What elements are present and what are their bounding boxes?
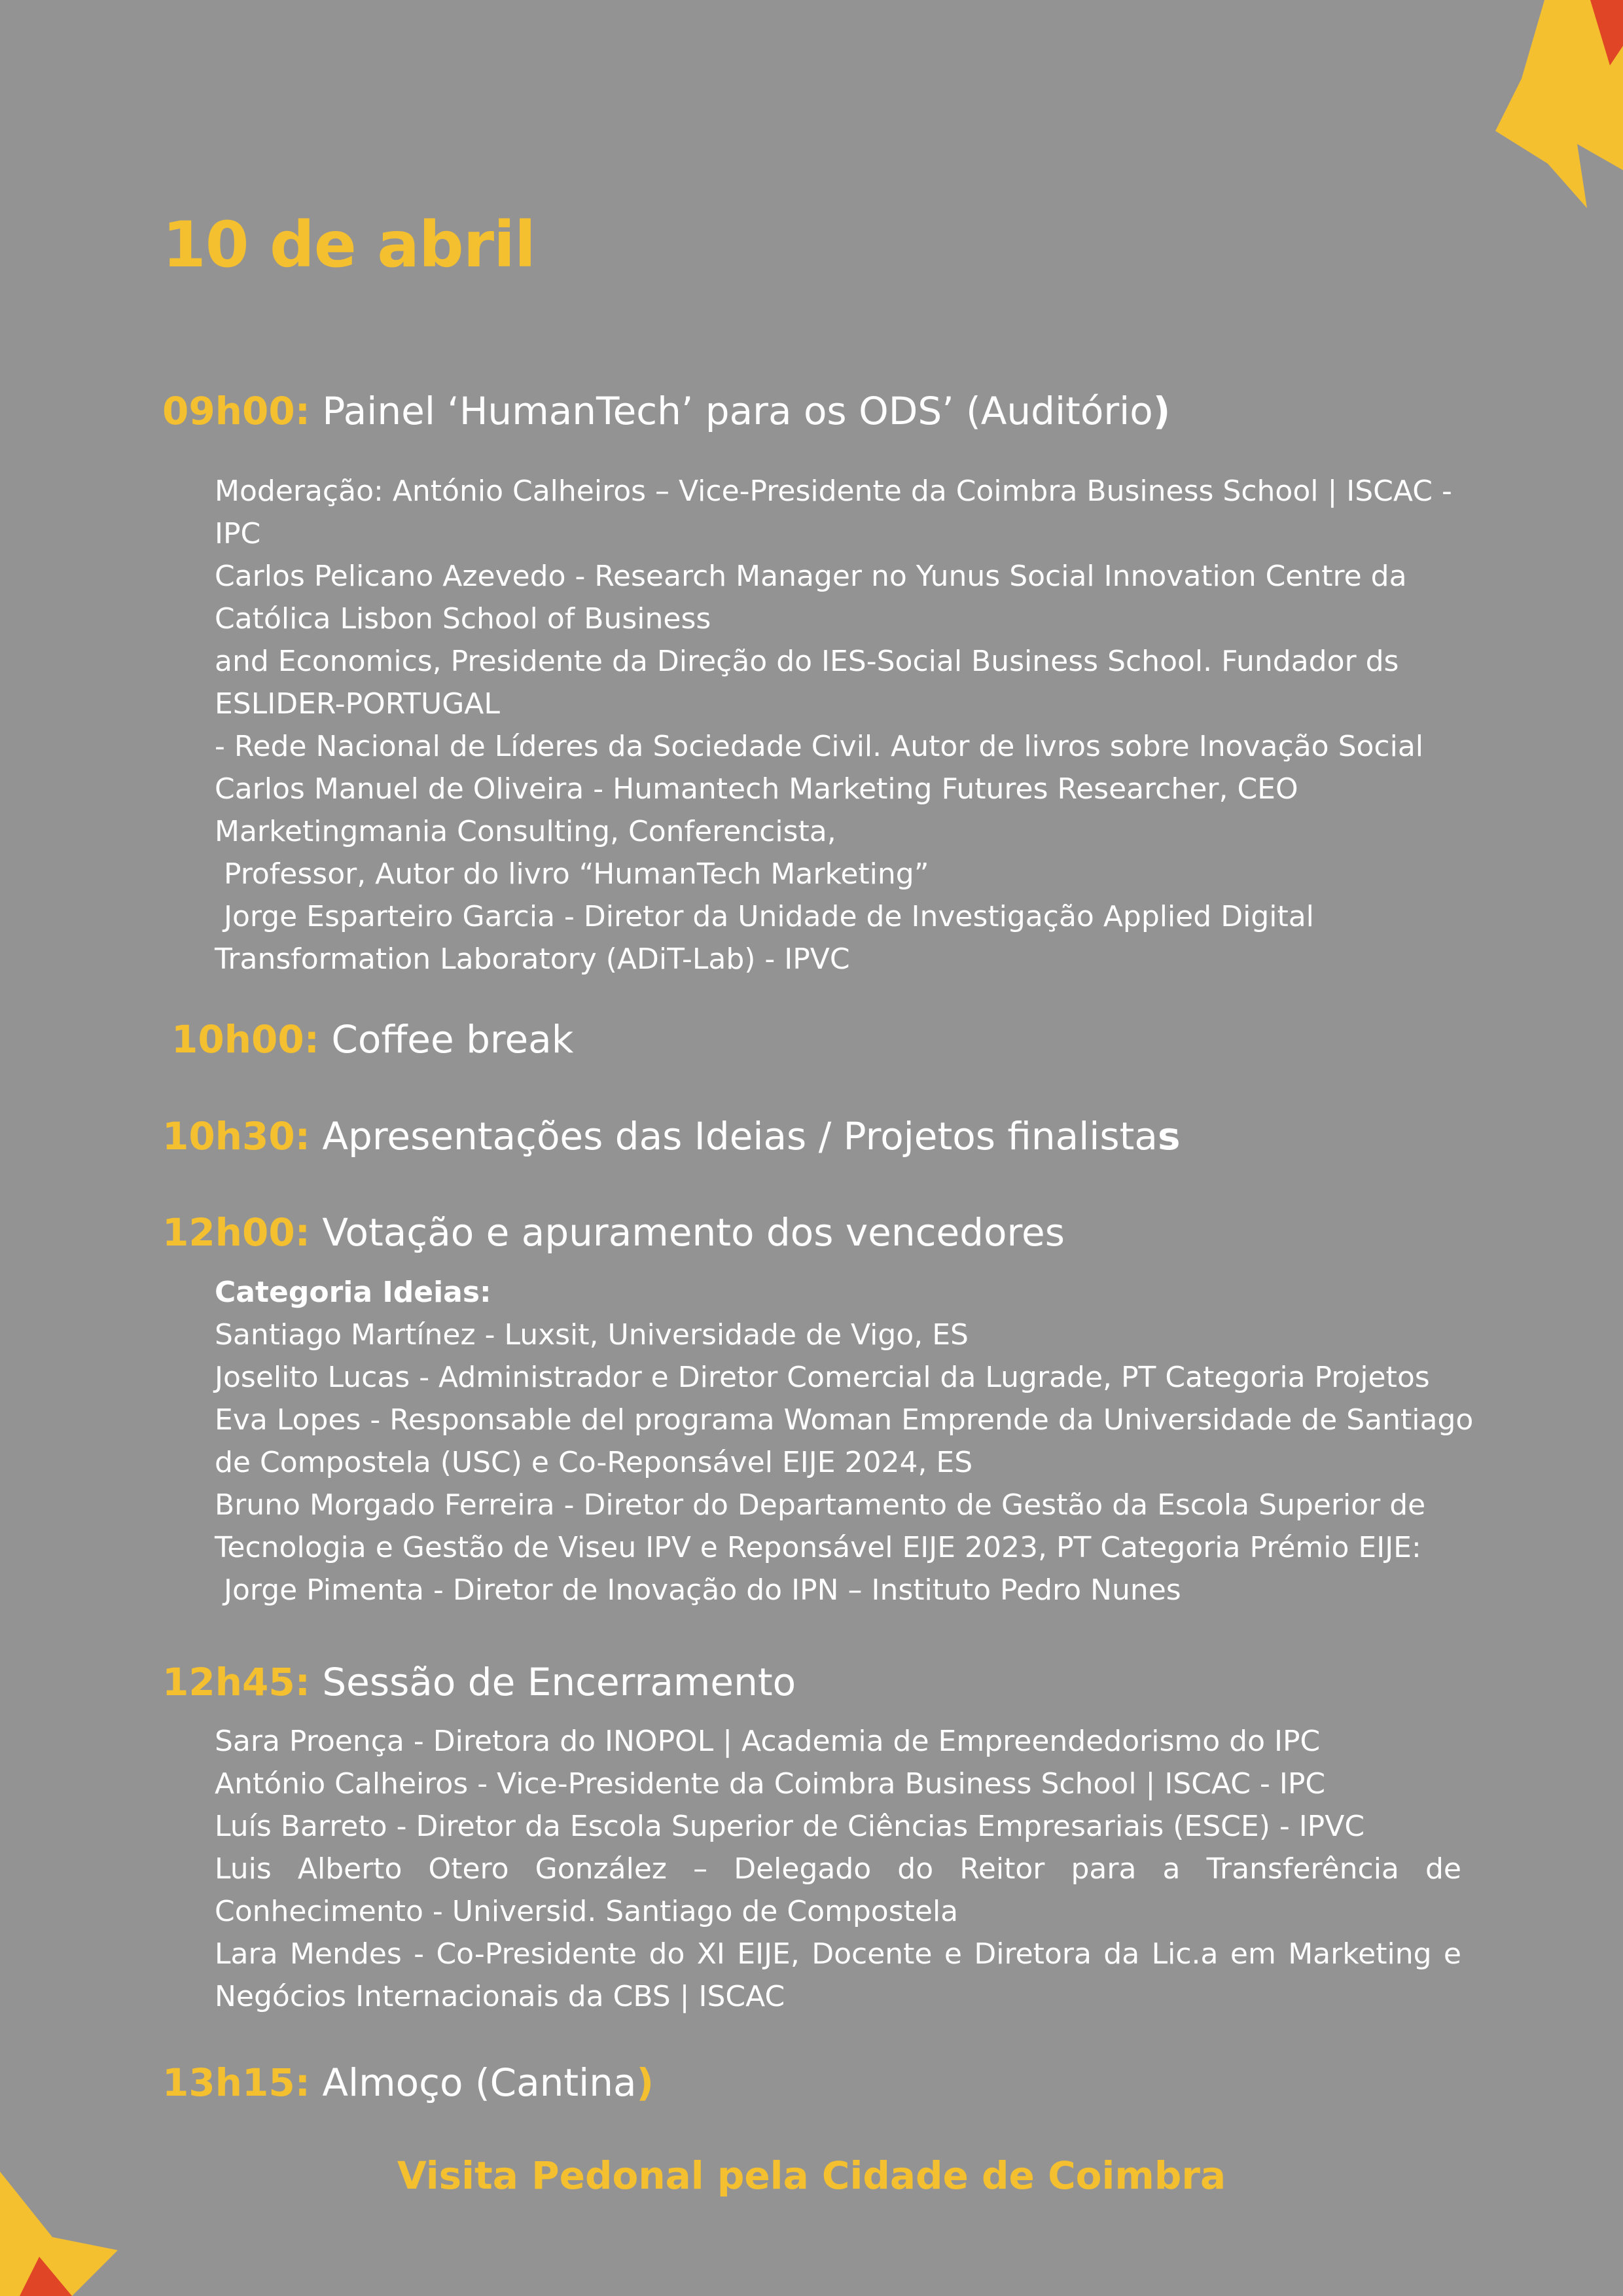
detail-line: and Economics, Presidente da Direção do IES-Social Business School. Fundador ds	[215, 645, 1399, 678]
session-title: Painel ‘HumanTech’ para os ODS’ (Auditório	[322, 389, 1153, 433]
session-title: Almoço (Cantina	[322, 2060, 637, 2105]
session-title: Votação e apuramento dos vencedores	[322, 1210, 1065, 1255]
detail-line: António Calheiros - Vice-Presidente da Coimbra Business School | ISCAC - IPC	[215, 1767, 1326, 1801]
detail-line: Negócios Internacionais da CBS | ISCAC	[215, 1980, 785, 2013]
category-label: Categoria Ideias:	[215, 1276, 491, 1309]
detail-line: Luis Alberto Otero González – Delegado do Reitor para a Transferência de	[215, 1852, 1461, 1886]
session-time: 10h30:	[162, 1114, 310, 1158]
session-title: Sessão de Encerramento	[322, 1660, 796, 1704]
session-details-0900	[215, 470, 1461, 980]
session-time: 10h00:	[171, 1017, 319, 1062]
page-title: 10 de abril	[162, 208, 535, 281]
detail-line: Moderação: António Calheiros – Vice-Presidente da Coimbra Business School | ISCAC -	[215, 475, 1452, 508]
detail-line: Tecnologia e Gestão de Viseu IPV e Reponsável EIJE 2023, PT Categoria Prémio EIJE:	[215, 1531, 1421, 1564]
detail-line: Jorge Esparteiro Garcia - Diretor da Unidade de Investigação Applied Digital	[215, 900, 1314, 933]
detail-line: de Compostela (USC) e Co-Reponsável EIJE 2024, ES	[215, 1446, 973, 1479]
detail-line: Carlos Pelicano Azevedo - Research Manager no Yunus Social Innovation Centre da	[215, 560, 1407, 593]
session-details-1200	[215, 1271, 1474, 1611]
detail-line: Professor, Autor do livro “HumanTech Marketing”	[215, 857, 929, 891]
star-icon	[1479, 0, 1623, 216]
session-heading-0900	[162, 385, 1471, 437]
detail-line: Joselito Lucas - Administrador e Diretor Comercial da Lugrade, PT Categoria Projetos	[215, 1361, 1430, 1394]
detail-line: Santiago Martínez - Luxsit, Universidade de Vigo, ES	[215, 1318, 969, 1352]
session-heading-1000	[171, 1013, 1480, 1066]
session-title: Apresentações das Ideias / Projetos finalista	[322, 1114, 1158, 1158]
detail-line: Lara Mendes - Co-Presidente do XI EIJE, Docente e Diretora da Lic.a em Marketing e	[215, 1937, 1461, 1971]
session-time: 13h15:	[162, 2060, 310, 2105]
session-title-suffix: s	[1157, 1114, 1181, 1158]
session-heading-1245	[162, 1656, 1471, 1708]
session-title-suffix: )	[1152, 389, 1171, 433]
footer-title: Visita Pedonal pela Cidade de Coimbra	[397, 2153, 1226, 2198]
detail-line: Carlos Manuel de Oliveira - Humantech Marketing Futures Researcher, CEO	[215, 772, 1298, 806]
session-time: 12h00:	[162, 1210, 310, 1255]
detail-line: - Rede Nacional de Líderes da Sociedade Civil. Autor de livros sobre Inovação Social	[215, 730, 1424, 763]
session-details-1245	[215, 1720, 1461, 2018]
detail-line: Marketingmania Consulting, Conferencista,	[215, 815, 836, 848]
session-heading-1030	[162, 1110, 1471, 1162]
session-time: 12h45:	[162, 1660, 310, 1704]
session-time: 09h00:	[162, 389, 310, 433]
detail-line: Luís Barreto - Diretor da Escola Superior de Ciências Empresariais (ESCE) - IPVC	[215, 1810, 1365, 1843]
detail-line: Católica Lisbon School of Business	[215, 602, 711, 636]
detail-line: Bruno Morgado Ferreira - Diretor do Departamento de Gestão da Escola Superior de	[215, 1488, 1426, 1522]
session-title-suffix: )	[636, 2060, 654, 2105]
detail-line: Sara Proença - Diretora do INOPOL | Academia de Empreendedorismo do IPC	[215, 1725, 1321, 1758]
detail-line: Eva Lopes - Responsable del programa Woman Emprende da Universidade de Santiago	[215, 1403, 1474, 1437]
detail-line: IPC	[215, 517, 261, 550]
session-heading-1200	[162, 1206, 1471, 1259]
detail-line: Transformation Laboratory (ADiT-Lab) - IPVC	[215, 942, 850, 976]
session-title: Coffee break	[331, 1017, 574, 1062]
detail-line: Jorge Pimenta - Diretor de Inovação do IPN – Instituto Pedro Nunes	[215, 1573, 1181, 1607]
detail-line: ESLIDER-PORTUGAL	[215, 687, 500, 721]
session-heading-1315	[162, 2056, 1471, 2109]
detail-line: Conhecimento - Universid. Santiago de Compostela	[215, 1895, 959, 1928]
